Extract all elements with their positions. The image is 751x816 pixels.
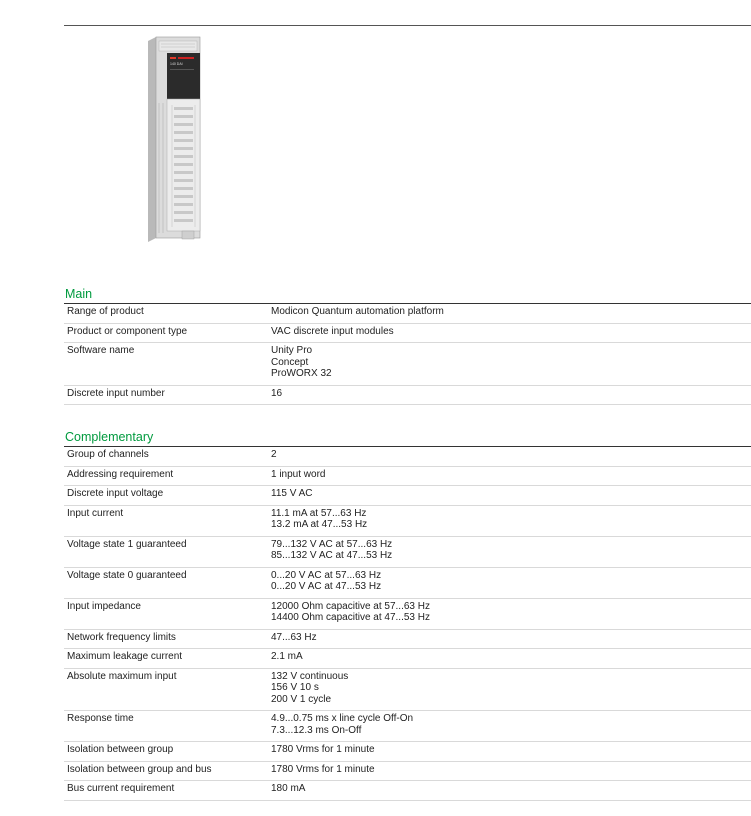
spec-value-line: 47...63 Hz — [271, 631, 317, 643]
spec-row — [64, 505, 751, 536]
spec-label: Isolation between group — [67, 744, 174, 755]
spec-row — [64, 323, 751, 343]
spec-row — [64, 761, 751, 781]
spec-label: Isolation between group and bus — [67, 763, 212, 775]
spec-row — [64, 466, 751, 486]
spec-label: Response time — [67, 713, 134, 724]
spec-row — [64, 598, 751, 629]
spec-label: Voltage state 1 guaranteed — [67, 538, 187, 550]
spec-row — [64, 629, 751, 649]
spec-label: Input current — [67, 507, 124, 519]
spec-row — [64, 668, 751, 711]
complementary-section-title: Complementary — [65, 430, 154, 444]
spec-value-line: 4.9...0.75 ms x line cycle Off-On — [271, 713, 414, 724]
spec-value-line: 156 V 10 s — [271, 682, 319, 693]
spec-value-line: 0...20 V AC at 57...63 Hz — [271, 569, 382, 581]
spec-row — [64, 711, 751, 742]
spec-label: Discrete input number — [67, 387, 165, 399]
spec-value-line: Modicon Quantum automation platform — [271, 306, 444, 317]
spec-label: Addressing requirement — [67, 468, 174, 480]
spec-row — [64, 781, 751, 801]
spec-label: Discrete input voltage — [67, 488, 164, 499]
spec-value-line: 1 input word — [271, 468, 326, 480]
spec-value — [268, 466, 751, 486]
spec-value-line: 1780 Vrms for 1 minute — [271, 763, 375, 775]
spec-label: Bus current requirement — [67, 783, 175, 794]
spec-value-line: 132 V continuous — [271, 670, 349, 682]
spec-label: Absolute maximum input — [67, 670, 177, 682]
spec-value-line: 13.2 mA at 47...53 Hz — [271, 519, 368, 530]
spec-row — [64, 486, 751, 506]
spec-value-line: ProWORX 32 — [271, 368, 332, 379]
spec-label: Maximum leakage current — [67, 651, 183, 662]
spec-value — [268, 505, 751, 536]
spec-value — [268, 343, 751, 386]
spec-label: Group of channels — [67, 449, 149, 460]
spec-value — [268, 781, 751, 801]
main-section — [64, 287, 751, 405]
spec-row — [64, 649, 751, 669]
plc-module-image — [64, 33, 292, 255]
spec-label: Network frequency limits — [67, 631, 176, 643]
spec-row — [64, 447, 751, 467]
spec-row — [64, 742, 751, 762]
spec-row — [64, 304, 751, 324]
spec-row — [64, 567, 751, 598]
spec-value — [268, 629, 751, 649]
spec-value — [268, 711, 751, 742]
spec-row — [64, 343, 751, 386]
complementary-spec-table — [64, 446, 751, 801]
spec-value-line: Concept — [271, 356, 309, 368]
top-divider — [64, 25, 751, 26]
spec-value-line: 7.3...12.3 ms On-Off — [271, 724, 362, 736]
complementary-section — [64, 430, 751, 801]
spec-value-line: 115 V AC — [271, 488, 313, 499]
spec-value — [268, 649, 751, 669]
spec-value-line: 79...132 V AC at 57...63 Hz — [271, 538, 393, 550]
spec-value-line: 14400 Ohm capacitive at 47...53 Hz — [271, 612, 430, 623]
spec-value-line: 2.1 mA — [271, 651, 303, 662]
spec-value — [268, 668, 751, 711]
spec-value-line: 85...132 V AC at 47...53 Hz — [271, 550, 393, 561]
spec-value — [268, 536, 751, 567]
spec-value-line: 11.1 mA at 57...63 Hz — [271, 507, 367, 519]
spec-value-line: Unity Pro — [271, 345, 313, 356]
spec-row — [64, 385, 751, 405]
spec-row — [64, 536, 751, 567]
spec-label: Range of product — [67, 306, 144, 317]
spec-value-line: 0...20 V AC at 47...53 Hz — [271, 581, 382, 592]
spec-value-line: 180 mA — [271, 783, 306, 794]
spec-value — [268, 567, 751, 598]
spec-label: Software name — [67, 345, 135, 356]
spec-value — [268, 761, 751, 781]
spec-value-line: 12000 Ohm capacitive at 57...63 Hz — [271, 600, 430, 612]
spec-value — [268, 742, 751, 762]
spec-value-line: 200 V 1 cycle — [271, 693, 332, 705]
spec-value — [268, 323, 751, 343]
main-section-title: Main — [65, 287, 93, 301]
spec-value — [268, 598, 751, 629]
spec-value — [268, 447, 751, 467]
spec-value-line: 16 — [271, 387, 283, 399]
main-spec-table — [64, 303, 751, 405]
spec-value-line: 1780 Vrms for 1 minute — [271, 744, 375, 755]
spec-value — [268, 486, 751, 506]
spec-label: Input impedance — [67, 600, 141, 612]
spec-value — [268, 304, 751, 324]
spec-label: Product or component type — [67, 325, 188, 337]
spec-value-line: VAC discrete input modules — [271, 325, 394, 337]
spec-label: Voltage state 0 guaranteed — [67, 569, 187, 581]
spec-value-line: 2 — [271, 449, 277, 460]
svg-text:140 DAI: 140 DAI — [170, 62, 183, 66]
spec-value — [268, 385, 751, 405]
